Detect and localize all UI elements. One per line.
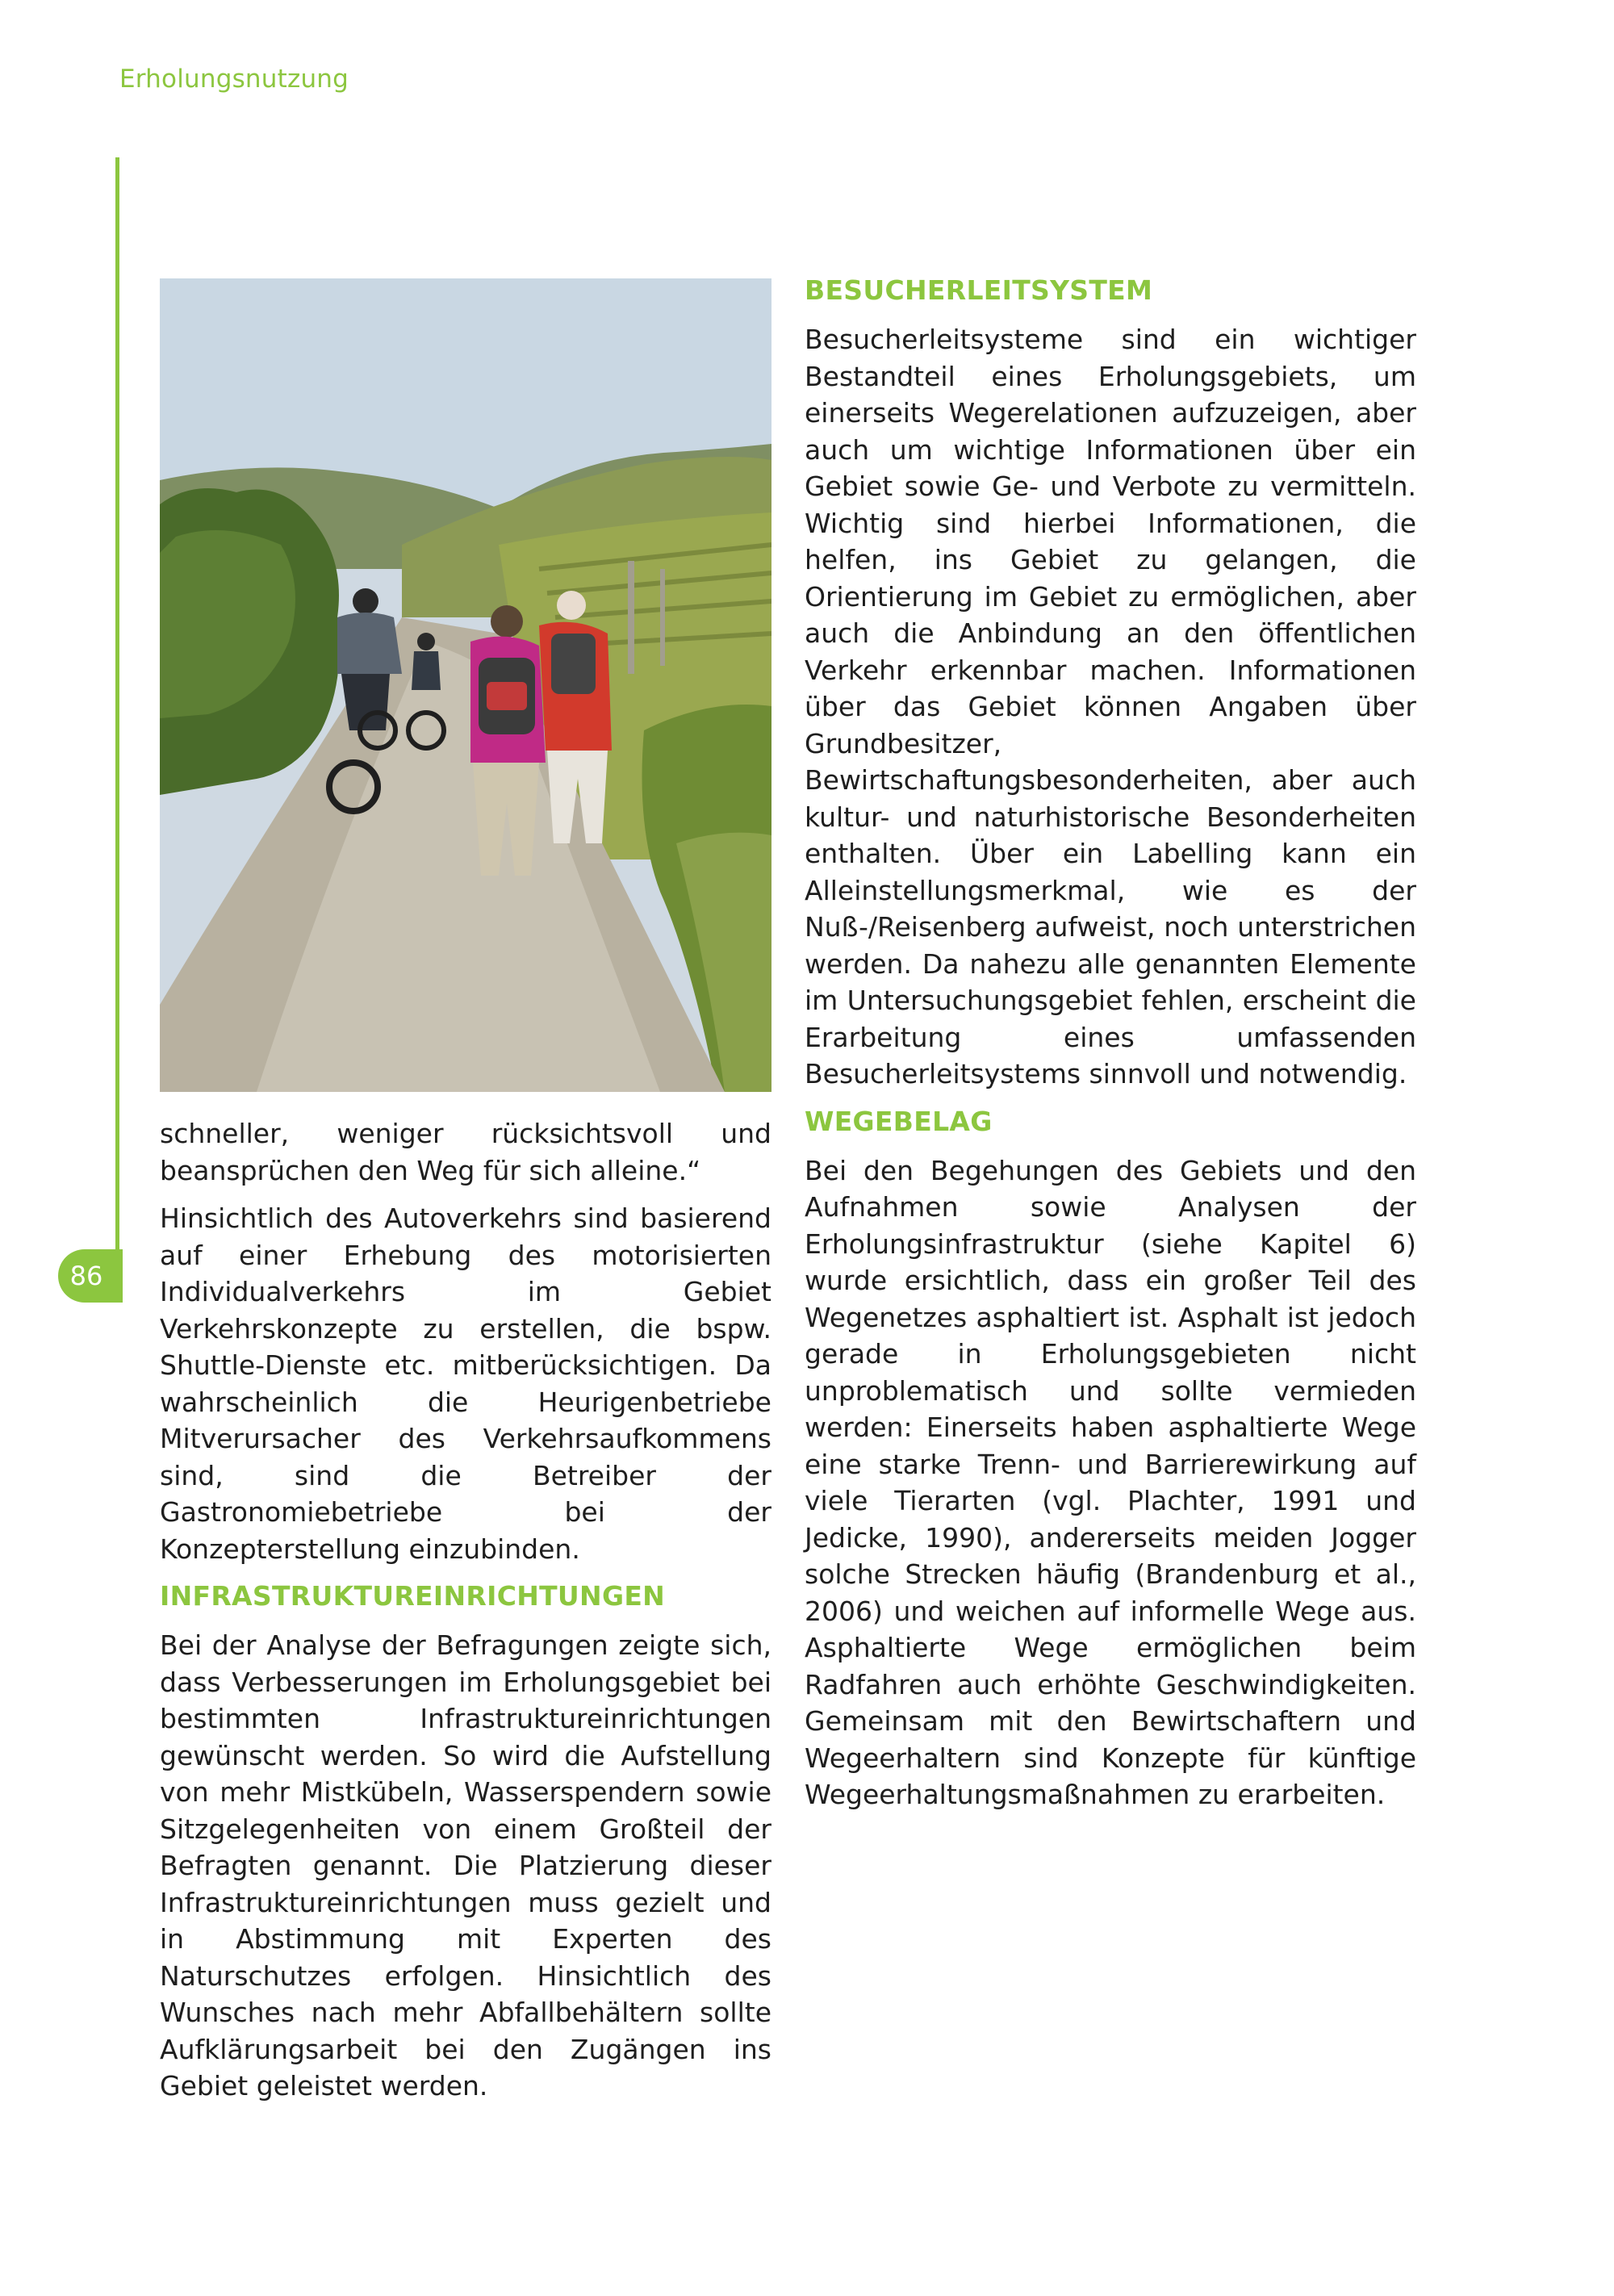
photo-illustration	[160, 278, 771, 1092]
margin-rule	[115, 157, 119, 1275]
running-head: Erholungsnutzung	[119, 65, 349, 94]
heading-infrastructure: INFRASTRUKTUREINRICHTUNGEN	[160, 1580, 666, 1612]
heading-visitor-system: BESUCHERLEITSYSTEM	[805, 274, 1153, 306]
left-column	[160, 1115, 771, 2116]
visitor-system-paragraph: Besucherleitsysteme sind ein wichtiger Bestandteil eines Erholungsgebiets, um einerseits Wegerelationen aufzuzeigen, aber auch um wichtige Informationen über ein Gebiet sowie Ge- und Verbote zu vermitteln. Wichtig sind hierbei Informationen, die helfen, ins Gebiet zu gelangen, die Orientierung im Gebiet zu ermöglichen, aber auch die Anbindung an den öffentlichen Verkehr erkennbar machen. Informationen über das Gebiet können Angaben über Grundbesitzer, Bewirtschaftungsbesonderheiten, aber auch kultur- und naturhistorische Besonderheiten enthalten. Über ein Labelling kann ein Alleinstellungsmerkmal, wie es der Nuß-/Reisenberg aufweist, noch unterstrichen werden. Da nahezu alle genannten Elemente im Untersuchungsgebiet fehlen, erscheint die Erarbeitung eines umfassenden Besucherleitsystems sinnvoll und notwendig.	[805, 324, 1416, 1089]
right-column	[805, 273, 1416, 1825]
infrastructure-paragraph: Bei der Analyse der Befragungen zeigte sich, dass Verbesserungen im Erholungsgebiet bei bestimmten Infrastruktureinrichtungen gewünscht werden. So wird die Aufstellung von mehr Mistkübeln, Wasserspendern sowie Sitzgelegenheiten von einem Großteil der Befragten genannt. Die Platzierung dieser Infrastruktureinrichtungen muss gezielt und in Abstimmung mit Experten des Naturschutzes erfolgen. Hinsichtlich des Wunsches nach mehr Abfallbehältern sollte Aufklärungsarbeit bei den Zugängen ins Gebiet geleistet werden.	[160, 1629, 771, 2102]
path-surface-paragraph: Bei den Begehungen des Gebiets und den Aufnahmen sowie Analysen der Erholungsinfrastruktur (siehe Kapitel 6) wurde ersichtlich, dass ein großer Teil des Wegenetzes asphaltiert ist. Asphalt ist jedoch gerade in Erholungsgebieten nicht unproblematisch und sollte vermieden werden: Einerseits haben asphaltierte Wege eine starke Trenn- und Barrierewirkung auf viele Tierarten (vgl. Plachter, 1991 und Jedicke, 1990), andererseits meiden Jogger solche Strecken häufig (Brandenburg et al., 2006) und weichen auf informelle Wege aus. Asphaltierte Wege ermöglichen beim Radfahren auch erhöhte Geschwindigkeiten. Gemeinsam mit den Bewirtschaftern und Wegeerhaltern sind Konzepte für künftige Wegeerhaltungsmaßnahmen zu erarbeiten.	[805, 1154, 1416, 1810]
traffic-paragraph: Hinsichtlich des Autoverkehrs sind basierend auf einer Erhebung des motorisierten Individualverkehrs im Gebiet Verkehrskonzepte zu erstellen, die bspw. Shuttle-Dienste etc. mitberücksichtigen. Da wahrscheinlich die Heurigenbetriebe Mitverursacher des Verkehrsaufkommens sind, sind die Betreiber der Gastronomiebetriebe bei der Konzepterstellung einzubinden.	[160, 1202, 771, 1565]
page-number: 86	[58, 1249, 123, 1303]
heading-path-surface: WEGEBELAG	[805, 1105, 993, 1137]
photo-hikers-icon	[160, 278, 771, 1092]
continuation-paragraph: schneller, weniger rücksichtsvoll und beansprüchen den Weg für sich alleine.“	[160, 1118, 771, 1186]
